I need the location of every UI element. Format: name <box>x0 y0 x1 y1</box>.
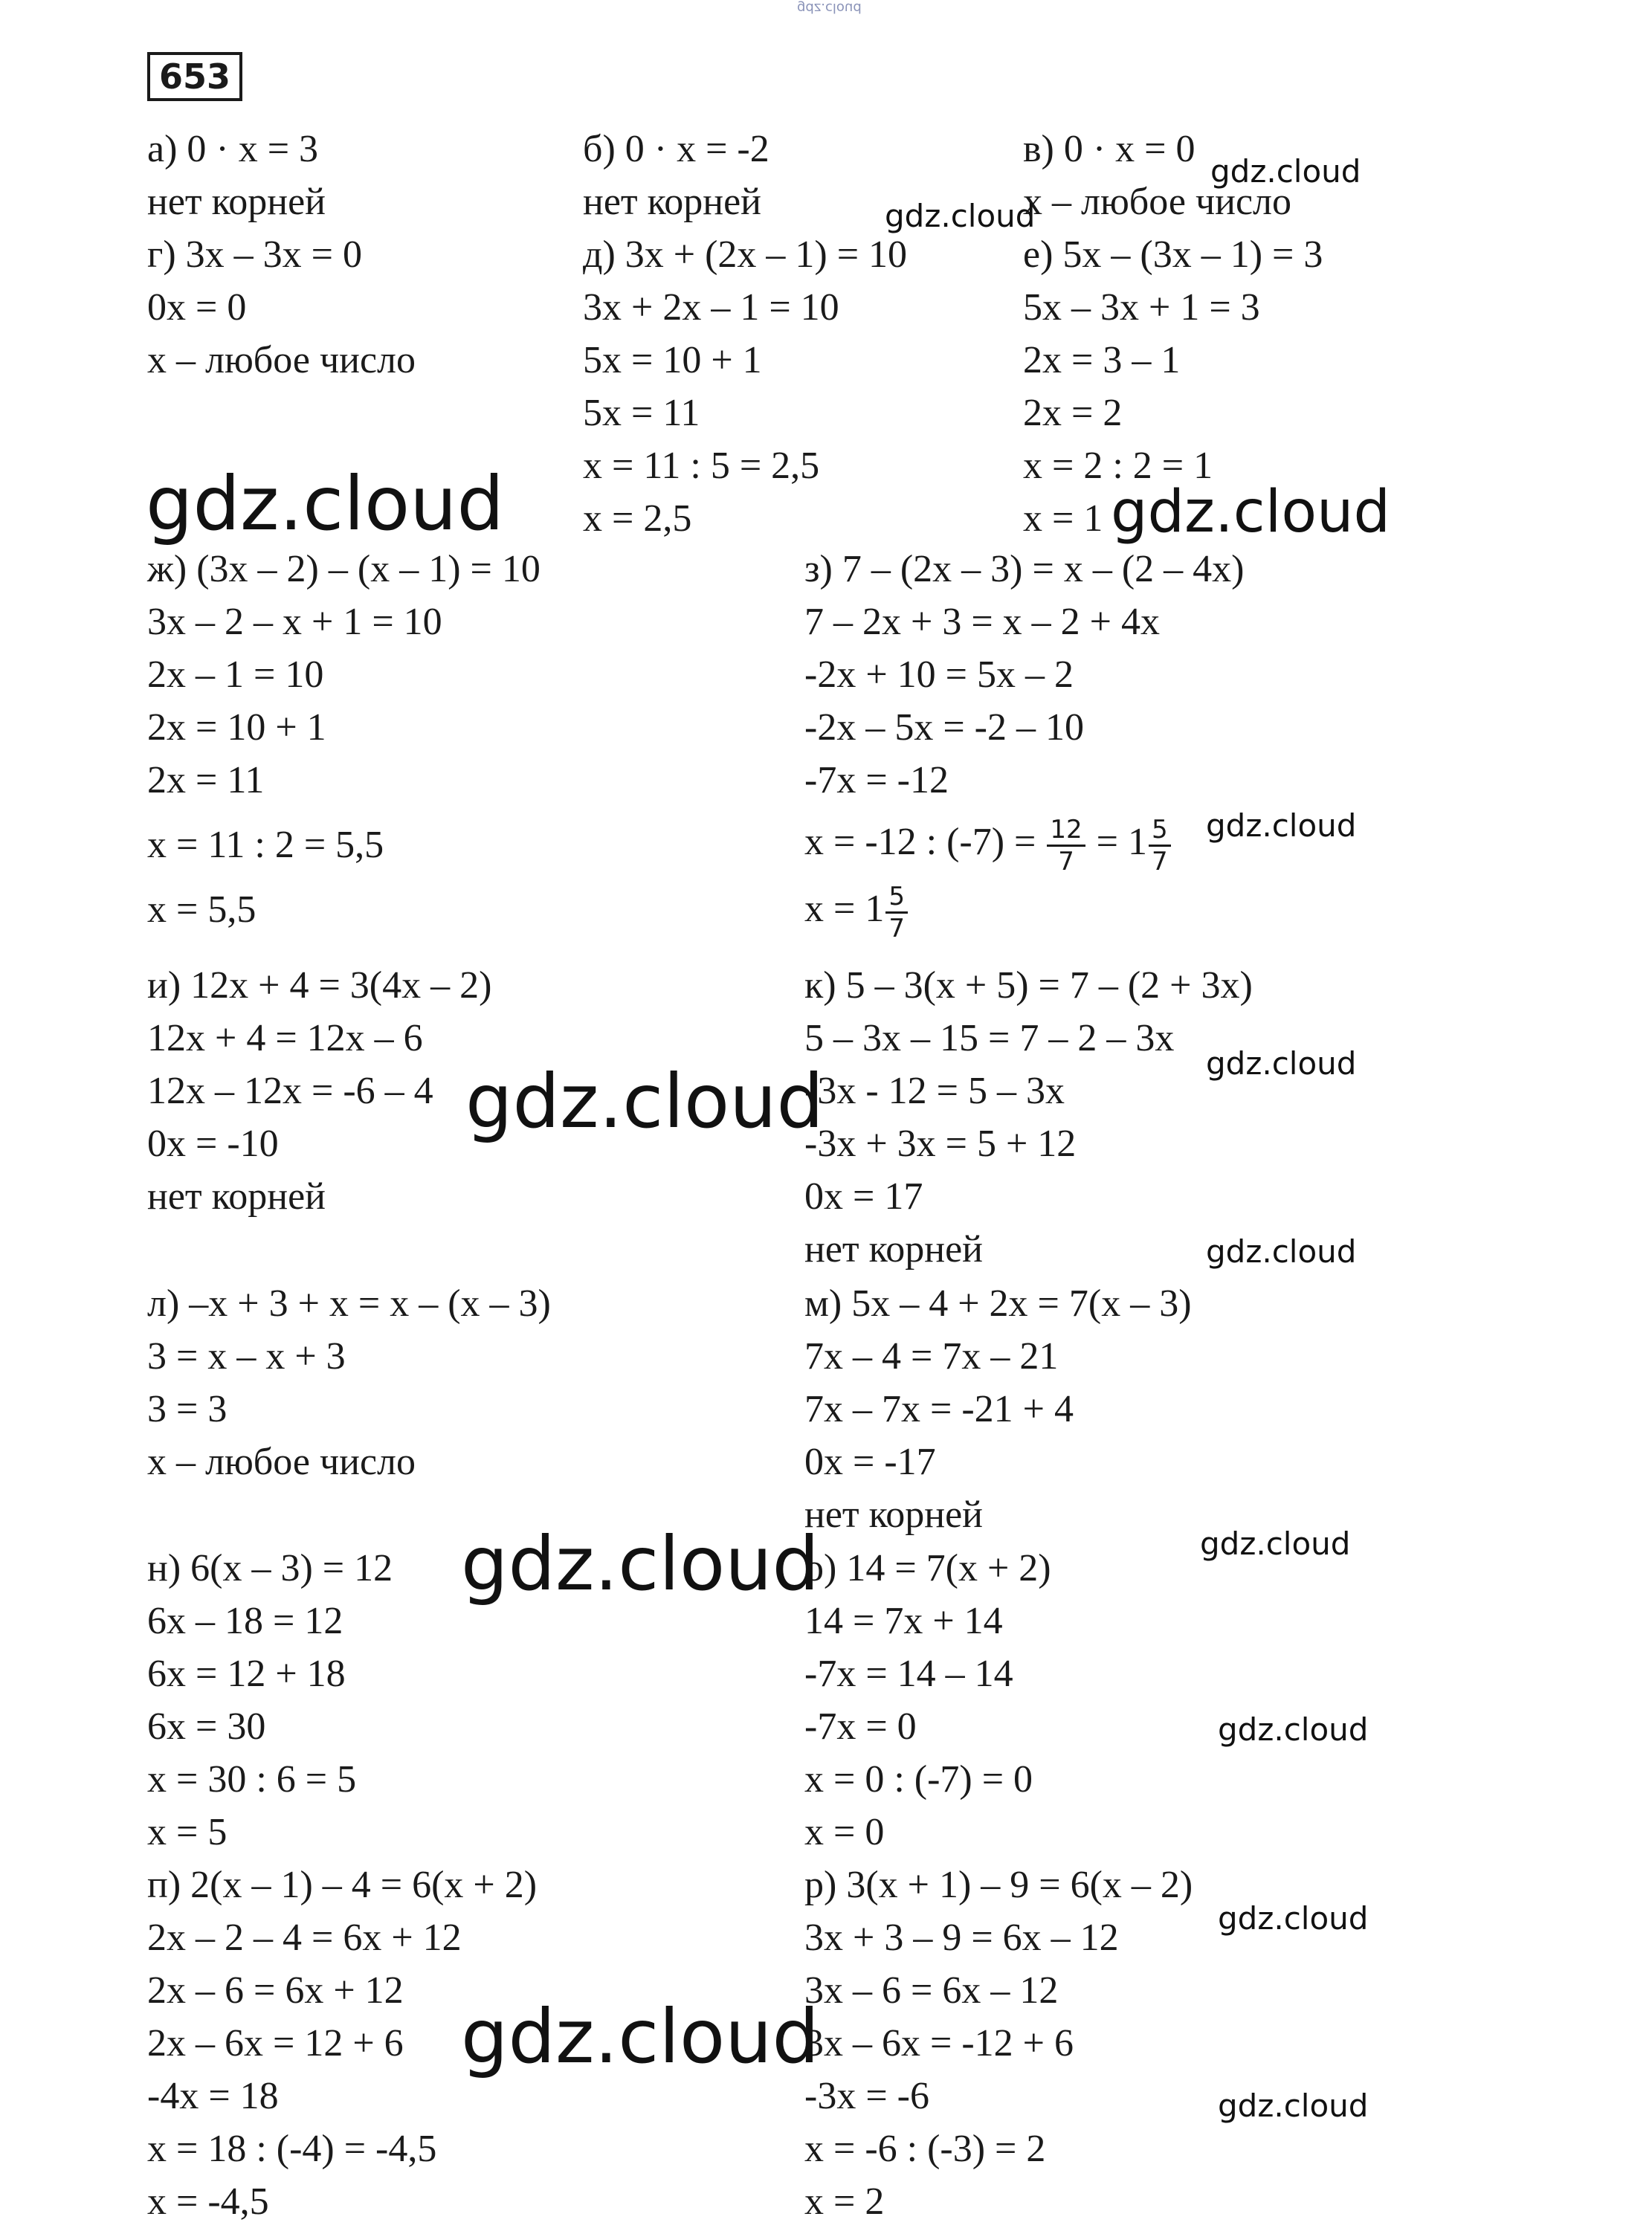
problem-d <box>583 228 907 545</box>
fraction-numerator: 5 <box>1149 815 1171 847</box>
equation-line: 7 – 2x + 3 = x – 2 + 4x <box>804 601 1160 643</box>
equation-line: x = 1 <box>1023 497 1103 540</box>
problem-l <box>147 1277 551 1488</box>
fraction-denominator: 7 <box>1058 846 1074 876</box>
equation-line: 5 – 3x – 15 = 7 – 2 – 3x <box>804 1017 1175 1059</box>
equation-line: -4x = 18 <box>147 2075 279 2117</box>
equation-line: 5x = 10 + 1 <box>583 339 762 381</box>
watermark: gdz.cloud <box>1111 479 1390 546</box>
task-number: 653 <box>147 52 242 101</box>
equation-line: нет корней <box>147 181 326 223</box>
equation-line: 6x = 12 + 18 <box>147 1653 346 1695</box>
equation-line: x = 18 : (-4) = -4,5 <box>147 2128 437 2170</box>
equation-line: x – любое число <box>147 339 416 381</box>
fraction <box>1047 815 1085 876</box>
equation-line: -3x = -6 <box>804 2075 929 2117</box>
equation-line: 2x = 3 – 1 <box>1023 339 1181 381</box>
equation-line: 2x = 2 <box>1023 392 1123 434</box>
fraction-numerator: 12 <box>1047 815 1085 847</box>
equation-line: 3x + 3 – 9 = 6x – 12 <box>804 1917 1119 1959</box>
watermark: gdz.cloud <box>1210 153 1361 190</box>
equation-line: к) 5 – 3(x + 5) = 7 – (2 + 3x) <box>804 964 1253 1007</box>
equation-line: x = 0 <box>804 1811 885 1853</box>
equation-line: -3x - 12 = 5 – 3x <box>804 1070 1065 1112</box>
equation-line: нет корней <box>147 1175 326 1218</box>
problem-m <box>804 1277 1192 1541</box>
equation-line: 0x = -10 <box>147 1123 279 1165</box>
equation-line: x = -4,5 <box>147 2180 269 2223</box>
equation-line: а) 0 · x = 3 <box>147 128 319 170</box>
equation-line: нет корней <box>583 181 761 223</box>
equation-line: -7x = 0 <box>804 1705 917 1748</box>
fraction-answer-line <box>804 875 1244 943</box>
equation-line: 3x + 2x – 1 = 10 <box>583 286 839 329</box>
equation-line: л) –x + 3 + x = x – (x – 3) <box>147 1282 551 1325</box>
answer-prefix: x = <box>804 888 865 930</box>
equation-line: 6x – 18 = 12 <box>147 1600 343 1642</box>
equation-line: x = 30 : 6 = 5 <box>147 1758 357 1801</box>
watermark: gdz.cloud <box>1206 1233 1357 1270</box>
equation-line: -3x + 3x = 5 + 12 <box>804 1123 1077 1165</box>
equation-line: x = 2,5 <box>583 497 692 540</box>
equation-line: 2x – 1 = 10 <box>147 653 324 696</box>
equation-line: 3x – 6x = -12 + 6 <box>804 2022 1074 2064</box>
watermark: gdz.cloud <box>1218 1711 1369 1748</box>
fraction-line <box>804 810 1244 875</box>
problem-n <box>147 1542 393 1859</box>
equation-line: 5x = 11 <box>583 392 700 434</box>
watermark: gdz.cloud <box>1218 1900 1369 1937</box>
equation-line: 3 = x – x + 3 <box>147 1335 346 1378</box>
equation-line: з) 7 – (2x – 3) = x – (2 – 4x) <box>804 548 1245 590</box>
equation-line: -7x = 14 – 14 <box>804 1653 1013 1695</box>
equation-line: и) 12x + 4 = 3(4x – 2) <box>147 964 492 1007</box>
fraction-denominator: 7 <box>1151 846 1168 876</box>
top-watermark: gdz.cloud <box>797 0 862 16</box>
mixed-whole: 1 <box>1127 821 1147 863</box>
equation-line: нет корней <box>804 1494 983 1536</box>
equation-line: д) 3x + (2x – 1) = 10 <box>583 233 908 276</box>
equation-line: 2x = 11 <box>147 759 265 801</box>
problem-r <box>804 1859 1193 2228</box>
equation-line: -2x – 5x = -2 – 10 <box>804 706 1084 749</box>
watermark: gdz.cloud <box>1206 807 1357 844</box>
equation-line: 12x + 4 = 12x – 6 <box>147 1017 423 1059</box>
equation-line: р) 3(x + 1) – 9 = 6(x – 2) <box>804 1864 1193 1906</box>
equation-line: 3x – 2 – x + 1 = 10 <box>147 601 442 643</box>
problem-k <box>804 959 1253 1276</box>
equation-line: о) 14 = 7(x + 2) <box>804 1547 1051 1589</box>
watermark: gdz.cloud <box>885 198 1036 234</box>
equation-line: 3 = 3 <box>147 1388 228 1430</box>
equation-line: н) 6(x – 3) = 12 <box>147 1547 393 1589</box>
equation-line: ж) (3x – 2) – (x – 1) = 10 <box>147 548 541 590</box>
watermark: gdz.cloud <box>1218 2088 1369 2124</box>
problem-g <box>147 228 416 387</box>
equation-line: 5x – 3x + 1 = 3 <box>1023 286 1260 329</box>
equation-line: x = 5 <box>147 1811 228 1853</box>
problem-i <box>147 959 491 1223</box>
equals-sign: = <box>1086 821 1128 863</box>
equation-line: 14 = 7x + 14 <box>804 1600 1003 1642</box>
equation-line: 2x – 6 = 6x + 12 <box>147 1969 404 2012</box>
watermark: gdz.cloud <box>461 1993 820 2080</box>
equation-line: x = 11 : 2 = 5,5 <box>147 824 384 866</box>
equation-line: 2x – 2 – 4 = 6x + 12 <box>147 1917 462 1959</box>
equation-line: г) 3x – 3x = 0 <box>147 233 362 276</box>
equation-line: x = 2 <box>804 2180 885 2223</box>
mixed-fraction <box>885 882 908 943</box>
equation-line: x = 5,5 <box>147 888 256 931</box>
equation-line: м) 5x – 4 + 2x = 7(x – 3) <box>804 1282 1192 1325</box>
problem-z <box>804 543 1244 943</box>
problem-a <box>147 123 326 228</box>
problem-zh <box>147 543 541 936</box>
equation-line: 12x – 12x = -6 – 4 <box>147 1070 433 1112</box>
equation-line: -7x = -12 <box>804 759 949 801</box>
equation-line: 6x = 30 <box>147 1705 266 1748</box>
watermark: gdz.cloud <box>1206 1045 1357 1082</box>
equation-line: x – любое число <box>147 1441 416 1483</box>
mixed-whole: 1 <box>865 888 885 930</box>
equation-line: 0x = 17 <box>804 1175 923 1218</box>
equation-line: 7x – 4 = 7x – 21 <box>804 1335 1059 1378</box>
equation-line: 0x = 0 <box>147 286 247 329</box>
watermark: gdz.cloud <box>465 1058 825 1145</box>
equation-line: 3x – 6 = 6x – 12 <box>804 1969 1059 2012</box>
equation-line: x = 2 : 2 = 1 <box>1023 445 1213 487</box>
mixed-fraction <box>1149 815 1171 876</box>
equation-line: x = 11 : 5 = 2,5 <box>583 445 820 487</box>
equation-line: 2x – 6x = 12 + 6 <box>147 2022 404 2064</box>
equation-line: е) 5x – (3x – 1) = 3 <box>1023 233 1323 276</box>
equation-line: x = 0 : (-7) = 0 <box>804 1758 1033 1801</box>
problem-b <box>583 123 769 228</box>
equation-line: x = -6 : (-3) = 2 <box>804 2128 1046 2170</box>
equation-line: п) 2(x – 1) – 4 = 6(x + 2) <box>147 1864 538 1906</box>
equation-line: -2x + 10 = 5x – 2 <box>804 653 1074 696</box>
problem-o <box>804 1542 1051 1859</box>
equation-line: 2x = 10 + 1 <box>147 706 326 749</box>
equation-line: 7x – 7x = -21 + 4 <box>804 1388 1074 1430</box>
fraction-denominator: 7 <box>888 913 905 943</box>
equation-line: x – любое число <box>1023 181 1291 223</box>
fraction-prefix: x = -12 : (-7) = <box>804 821 1046 863</box>
equation-line: 0x = -17 <box>804 1441 936 1483</box>
equation-line: б) 0 · x = -2 <box>583 128 769 170</box>
fraction-numerator: 5 <box>885 882 908 914</box>
watermark: gdz.cloud <box>1200 1525 1351 1562</box>
equation-line: нет корней <box>804 1228 983 1271</box>
equation-line: в) 0 · x = 0 <box>1023 128 1196 170</box>
watermark: gdz.cloud <box>461 1520 820 1607</box>
watermark: gdz.cloud <box>146 460 505 547</box>
